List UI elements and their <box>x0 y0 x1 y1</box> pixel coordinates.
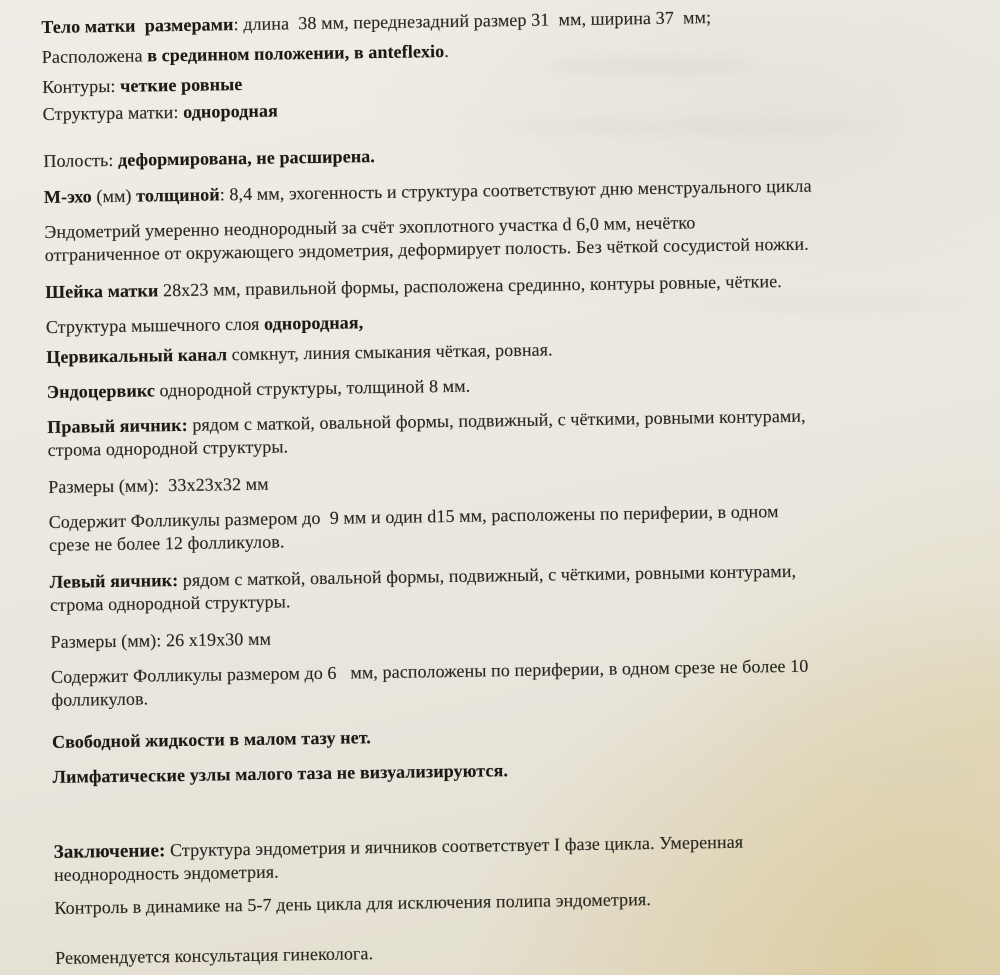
text-segment: Полость: <box>43 149 119 171</box>
text-segment: строма однородной структуры. <box>49 591 291 615</box>
text-segment: Контуры: <box>42 75 121 97</box>
text-segment-bold: Левый яичник: <box>49 570 179 592</box>
text-segment-bold: деформирована, не расширена. <box>117 146 376 170</box>
text-segment-bold: четкие ровные <box>120 74 243 96</box>
paragraph-m-echo <box>44 173 952 209</box>
text-segment-bold: Правый яичник: <box>47 414 188 437</box>
text-segment: Структура эндометрия и яичников соответствует I фазе цикла. Умеренная <box>165 831 744 861</box>
text-segment: Структура матки: <box>42 101 184 124</box>
text-segment: Структура мышечного слоя <box>45 313 265 337</box>
text-segment: сомкнут, линия смыкания чёткая, ровная. <box>226 339 553 365</box>
text-segment: рядом с маткой, овальной формы, подвижный, с чёткими, ровными контурами, <box>187 405 806 435</box>
paragraph-right-ovary-size <box>48 462 956 498</box>
paragraph-left-ovary <box>49 557 958 616</box>
paragraph-uterus-position <box>42 33 950 69</box>
paragraph-free-fluid <box>52 717 960 753</box>
paragraph-left-ovary-follicles <box>51 652 960 711</box>
paragraph-left-ovary-size <box>50 617 958 653</box>
text-segment-bold: толщиной <box>136 184 220 206</box>
text-segment: Содержит Фолликулы размером до 6 мм, расположены по периферии, в одном срезе не более 10 <box>50 655 809 687</box>
text-segment: Размеры (мм): 33х23х32 мм <box>48 473 269 497</box>
paragraph-cavity <box>43 137 951 173</box>
paragraph-right-ovary-follicles <box>49 497 958 556</box>
paragraph-lymph-nodes <box>52 752 960 788</box>
text-segment: Содержит Фолликулы размером до 9 мм и один d15 мм, расположены по периферии, в одном <box>48 501 779 532</box>
text-segment-bold: М-эхо <box>43 186 92 207</box>
paragraph-muscle-layer <box>46 302 954 338</box>
text-segment-bold: однородная <box>183 100 278 122</box>
text-segment: однородной структуры, толщиной 8 мм. <box>154 375 471 401</box>
text-segment-bold: Шейка матки <box>45 280 159 302</box>
text-segment-bold: в срединном положении, в anteflexio <box>147 41 445 66</box>
text-segment: строма однородной структуры. <box>47 436 289 460</box>
text-segment-bold: однородная, <box>263 312 364 334</box>
paragraph-endometrium <box>44 208 953 267</box>
text-segment-bold: Свободной жидкости в малом тазу нет. <box>51 727 372 752</box>
paragraph-cervix <box>45 267 953 303</box>
text-segment: фолликулов. <box>51 688 149 710</box>
text-segment: 28х23 мм, правильной формы, расположена срединно, контуры ровные, чёткие. <box>158 271 782 301</box>
report-sheet <box>41 0 963 970</box>
text-segment: рядом с маткой, овальной формы, подвижный, с чёткими, ровными контурами, <box>178 560 797 591</box>
paragraph-conclusion <box>53 827 962 886</box>
paragraph-right-ovary <box>47 402 956 461</box>
text-segment-bold: Цервикальный канал <box>46 344 228 367</box>
paragraph-follow-up <box>54 883 962 919</box>
text-segment: срезе не более 12 фолликулов. <box>48 531 285 555</box>
text-segment-bold: Заключение: <box>53 840 166 863</box>
text-segment: неоднородность эндометрия. <box>53 861 279 885</box>
text-segment: (мм) <box>91 185 137 207</box>
paragraph-endocervix <box>47 367 955 403</box>
paragraph-cervical-canal <box>46 332 954 368</box>
paragraph-uterus-size <box>41 3 949 39</box>
text-segment: : длина 38 мм, переднезадний размер 31 мм, ширина 37 мм; <box>233 7 712 35</box>
text-segment-bold: Тело матки размерами <box>41 14 234 37</box>
text-segment: . <box>444 40 450 62</box>
text-segment: Рекомендуется консультация гинеколога. <box>55 943 374 968</box>
text-segment-bold: Эндоцервикс <box>46 380 156 402</box>
text-segment-bold: Лимфатические узлы малого таза не визуализируются. <box>52 760 509 787</box>
text-segment: отграниченное от окружающего эндометрия, деформирует полость. Без чёткой сосудистой ножки. <box>44 233 809 265</box>
text-segment: Контроль в динамике на 5-7 день цикла для исключения полипа эндометрия. <box>54 889 652 918</box>
text-segment: Размеры (мм): 26 х19х30 мм <box>50 628 272 652</box>
text-segment: : 8,4 мм, эхогенность и структура соответствуют дню менструального цикла <box>219 175 812 205</box>
paragraph-recommendation <box>55 933 963 969</box>
text-segment: Эндометрий умеренно неоднородный за счёт эхоплотного участка d 6,0 мм, нечётко <box>44 212 696 242</box>
text-segment: Расположена <box>41 45 148 67</box>
